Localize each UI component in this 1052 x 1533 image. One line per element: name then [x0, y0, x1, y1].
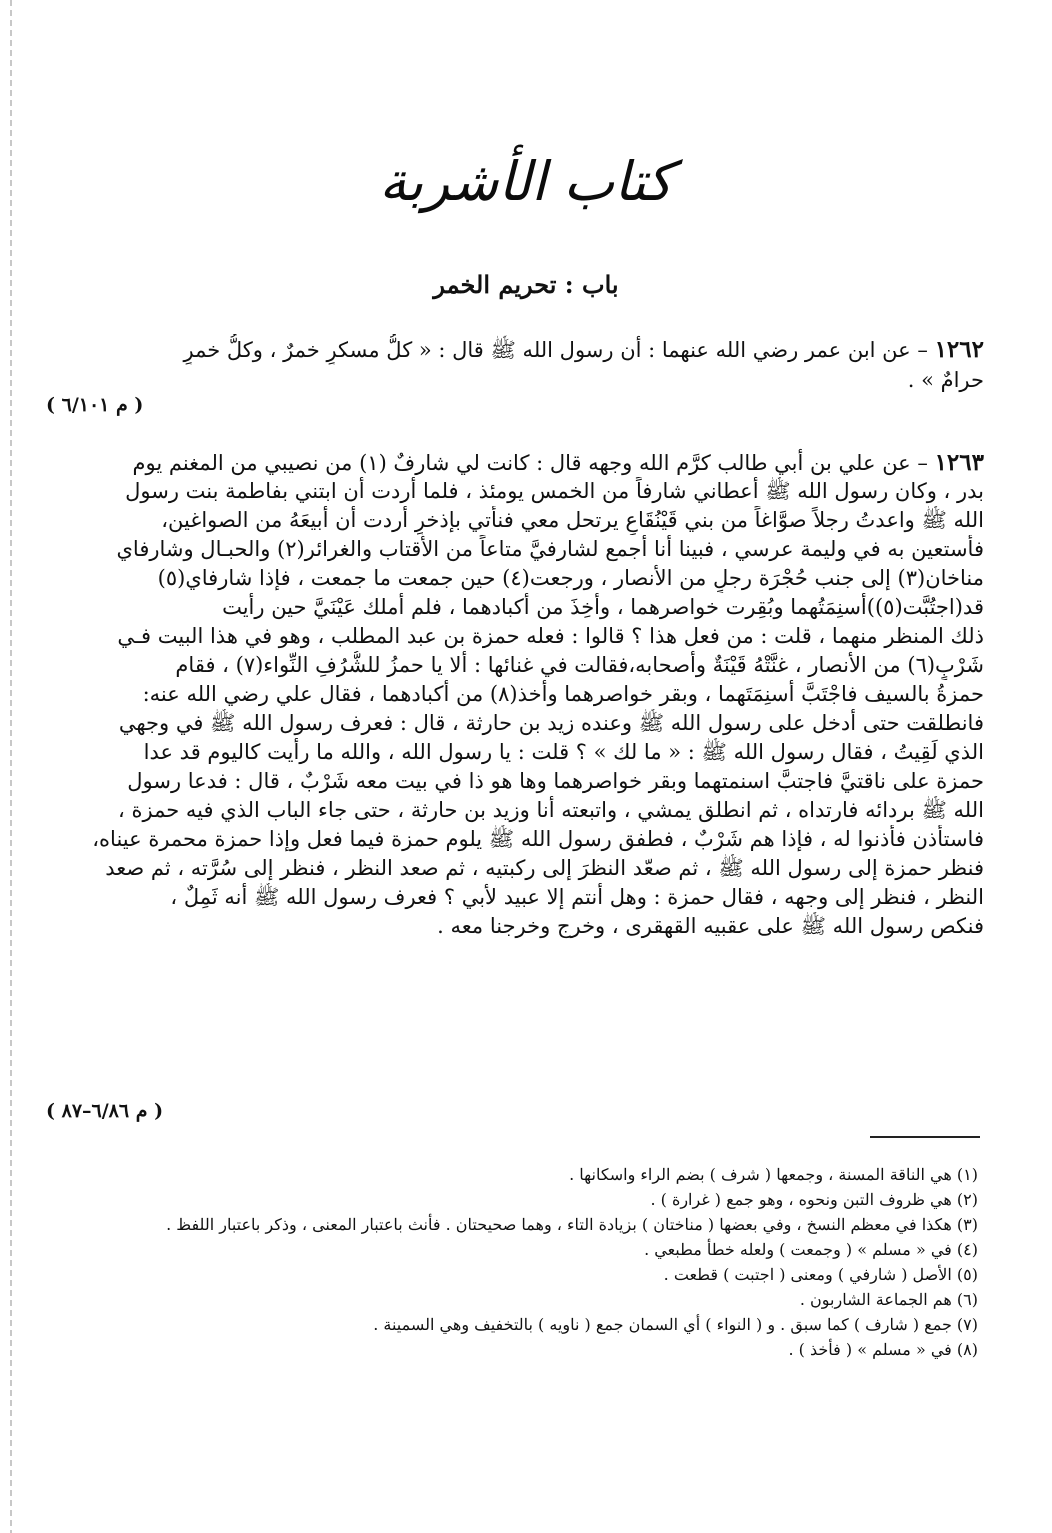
hadith-text: – عن ابن عمر رضي الله عنهما : أن رسول الله ﷺ قال : « كلُّ مسكرٍ خمرٌ ، وكلُّ خمرٍ	[183, 338, 928, 362]
footnote-item: (٧) جمع ( شارف ) كما سبق . و ( النواء ) أي السمان جمع ( ناويه ) بالتخفيف وهي السمينة .	[373, 1315, 978, 1334]
footnote-item: (٤) في « مسلم » ( وجمعت ) ولعله خطأ مطبعي .	[644, 1240, 978, 1259]
hadith-line: فأستعين به في وليمة عرسي ، فبينا أنا أجمع لشارفيَّ متاعاً من الأقتاب والغرائر(٢) والحبـال وشارفاي	[116, 537, 984, 561]
hadith-line: حرامٌ » .	[907, 368, 984, 392]
hadith-line: قد(اجتُبَّت(٥))أسنِمَتُهما وبُقِرت خواصرهما ، وأُخِذَ من أكبادهما ، فلم أملك عَيْنَيَّ حين رأيت	[222, 595, 984, 619]
footnote-item: (١) هي الناقة المسنة ، وجمعها ( شرف ) بضم الراء واسكانها .	[569, 1165, 978, 1184]
hadith-line: الذي لَقِيتُ ، فقال رسول الله ﷺ : « ما لك » ؟ قلت : يا رسول الله ، والله ما رأيت كاليوم قد عدا	[143, 740, 984, 764]
book-title: كتاب الأشربة	[379, 150, 673, 213]
footnote-item: (٣) هكذا في معظم النسخ ، وفي بعضها ( مناختان ) بزيادة التاء ، وهما صحيحتان . فأنث باعتبار المعنى ، وذكر باعتبار اللفظ .	[166, 1215, 978, 1234]
footnote-divider	[870, 1136, 980, 1138]
chapter-title: باب : تحريم الخمر	[433, 270, 619, 299]
hadith-line	[40, 334, 984, 365]
footnote-item: (٨) في « مسلم » ( فأخذ ) .	[788, 1340, 978, 1359]
hadith-text: – عن علي بن أبي طالب كرَّم الله وجهه قال : كانت لي شارفٌ (١) من نصيبي من المغنم يوم	[132, 451, 928, 475]
hadith-line: شَرْبٍ(٦) من الأنصار ، غنَّتْهُ قَيْنَةٌ وأصحابه،فقالت في غنائها : ألا يا حمزُ للشُّرُفِ النِّواء(٧) ، فقام	[175, 653, 984, 677]
scan-edge-line	[10, 0, 12, 1533]
hadith-1263-reference: ( م ٦/٨٦–٨٧ )	[46, 1100, 164, 1122]
footnote-item: (٥) الأصل ( شارفي ) ومعنى ( اجتبت ) قطعت .	[663, 1265, 978, 1284]
hadith-line: فنظر حمزة إلى رسول الله ﷺ ، ثم صعّد النظرَ إلى ركبتيه ، ثم صعد النظر ، فنظر إلى سُرَّته ، ثم صعد	[105, 856, 984, 880]
hadith-line	[40, 448, 984, 477]
hadith-line: حمزة على ناقتيَّ فاجتبَّ اسنمتهما وبقر خواصرهما وها هو ذا في بيت معه شَرْبٌ ، قال : فدعا رسول	[127, 769, 984, 793]
hadith-1263	[40, 448, 984, 941]
footnote-item: (٦) هم الجماعة الشاربون .	[799, 1290, 978, 1309]
hadith-1262	[40, 334, 984, 396]
hadith-1262-reference: ( م ٦/١٠١ )	[46, 394, 144, 416]
hadith-line: حمزةُ بالسيف فاجْتَبَّ أسنِمَتَهما ، وبقر خواصرهما وأخذ(٨) من أكبادهما ، فقال علي رضي الله عنه:	[142, 682, 984, 706]
hadith-line: النظر ، فنظر إلى وجهه ، فقال حمزة : وهل أنتم إلا عبيد لأبي ؟ فعرف رسول الله ﷺ أنه ثَمِلٌ ،	[170, 885, 984, 909]
hadith-line: بدر ، وكان رسول الله ﷺ أعطاني شارفاً من الخمس يومئذ ، فلما أردت أن ابتني بفاطمة بنت رسول	[125, 479, 984, 503]
hadith-line: الله ﷺ واعدتُ رجلاً صوَّاغاً من بني قَيْنُقَاعٍ يرتحل معي فنأتي بإذخرٍ أردت أن أبيعَهُ من الصواغين،	[161, 508, 984, 532]
footnotes	[80, 1162, 978, 1362]
hadith-line: فانطلقت حتى أدخل على رسول الله ﷺ وعنده زيد بن حارثة ، قال : فعرف رسول الله ﷺ في وجهي	[118, 711, 984, 735]
hadith-line: فنكص رسول الله ﷺ على عقبيه القهقرى ، وخرج وخرجنا معه .	[437, 914, 984, 938]
hadith-line: ذلك المنظر منهما ، قلت : من فعل هذا ؟ قالوا : فعله حمزة بن عبد المطلب ، وهو في هذا البيت فـي	[117, 624, 984, 648]
hadith-number: ١٢٦٢	[934, 336, 984, 363]
hadith-number: ١٢٦٣	[934, 449, 984, 476]
hadith-line: فاستأذن فأذنوا له ، فإذا هم شَرْبٌ ، فطفق رسول الله ﷺ يلوم حمزة فيما فعل وإذا حمزة محمرة عيناه،	[92, 827, 984, 851]
hadith-line: مناخان(٣) إلى جنب حُجْرَة رجلٍ من الأنصار ، ورجعت(٤) حين جمعت ما جمعت ، فإذا شارفاي(٥)	[157, 566, 984, 590]
hadith-line: الله ﷺ بردائه فارتداه ، ثم انطلق يمشي ، واتبعته أنا وزيد بن حارثة ، حتى جاء الباب الذي فيه حمزة ،	[118, 798, 984, 822]
footnote-item: (٢) هي ظروف التبن ونحوه ، وهو جمع ( غرارة ) .	[650, 1190, 978, 1209]
